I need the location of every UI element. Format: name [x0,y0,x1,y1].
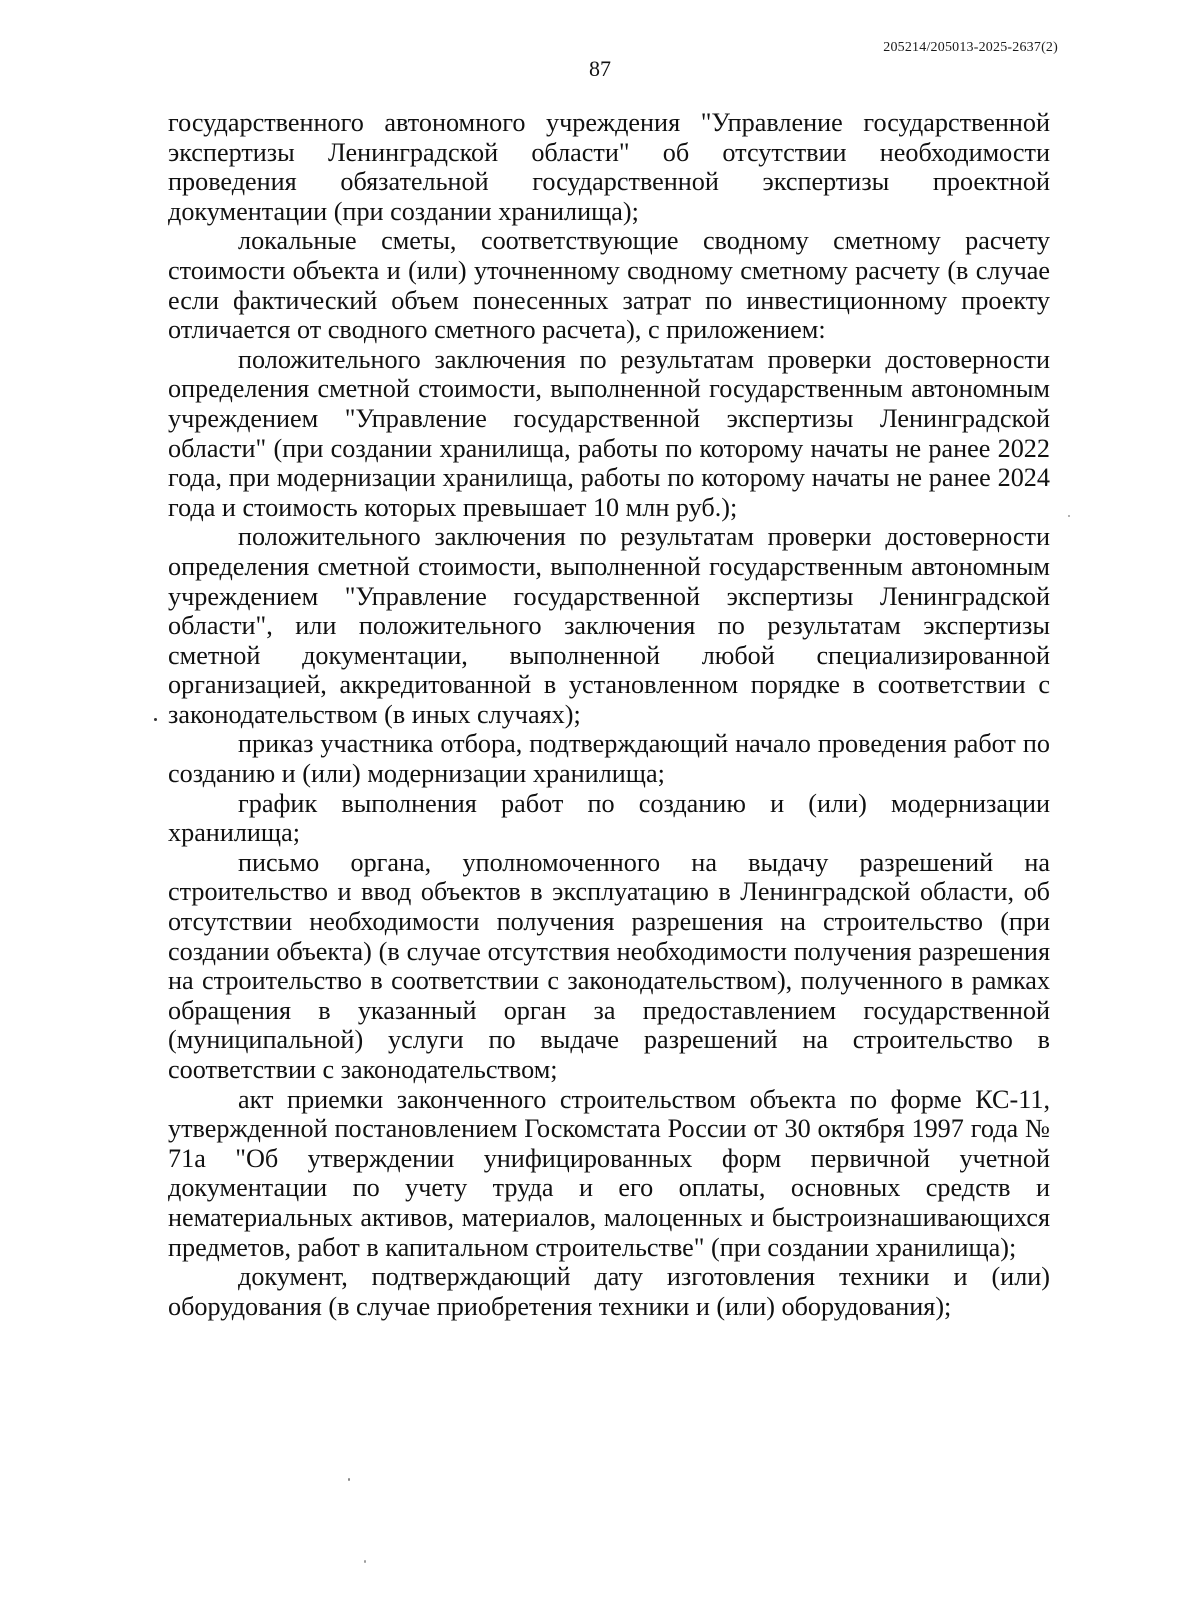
paragraph: акт приемки законченного строительством объекта по форме КС-11, утвержденной постановлением Госкомстата России от 30 октября 1997 года № 71а "Об утверждении унифицированных форм первичной учетной документации по учету труда и его оплаты, основных средств и нематериальных активов, материалов, малоценных и быстроизнашивающихся предметов, работ в капитальном строительстве" (при создании хранилища); [168,1084,1050,1262]
scan-speck [1068,515,1070,517]
paragraph: положительного заключения по результатам проверки достоверности определения сметной стоимости, выполненной государственным автономным учреждением "Управление государственной экспертизы Ленинградской области", или положительного заключения по результатам экспертизы сметной документации, выполненной любой специализированной организацией, аккредитованной в установленном порядке в соответствии с законодательством (в иных случаях); [168,522,1050,729]
paragraph: график выполнения работ по созданию и (или) модернизации хранилища; [168,788,1050,848]
scan-speck [364,1560,366,1563]
page-number: 87 [589,56,611,81]
paragraph: государственного автономного учреждения "Управление государственной экспертизы Ленинградской области" об отсутствии необходимости проведения обязательной государственной экспертизы проектной документации (при создании хранилища); [168,108,1050,226]
paragraph: документ, подтверждающий дату изготовления техники и (или) оборудования (в случае приобретения техники и (или) оборудования); [168,1262,1050,1321]
scan-speck [154,718,157,721]
paragraph: положительного заключения по результатам проверки достоверности определения сметной стоимости, выполненной государственным автономным учреждением "Управление государственной экспертизы Ленинградской области" (при создании хранилища, работы по которому начаты не ранее 2022 года, при модернизации хранилища, работы по которому начаты не ранее 2024 года и стоимость которых превышает 10 млн руб.); [168,344,1050,522]
document-body [168,108,1050,1321]
paragraph: письмо органа, уполномоченного на выдачу разрешений на строительство и ввод объектов в эксплуатацию в Ленинградской области, об отсутствии необходимости получения разрешения на строительство (при создании объекта) (в случае отсутствия необходимости получения разрешения на строительство в соответствии с законодательством), полученного в рамках обращения в указанный орган за предоставлением государственной (муниципальной) услуги по выдаче разрешений на строительство в соответствии с законодательством; [168,847,1050,1084]
paragraph: приказ участника отбора, подтверждающий начало проведения работ по созданию и (или) модернизации хранилища; [168,729,1050,789]
scan-speck [348,1478,350,1481]
paragraph: локальные сметы, соответствующие сводному сметному расчету стоимости объекта и (или) уточненному сводному сметному расчету (в случае если фактический объем понесенных затрат по инвестиционному проекту отличается от сводного сметного расчета), с приложением: [168,226,1050,345]
document-registration-number: 205214/205013-2025-2637(2) [883,40,1058,55]
